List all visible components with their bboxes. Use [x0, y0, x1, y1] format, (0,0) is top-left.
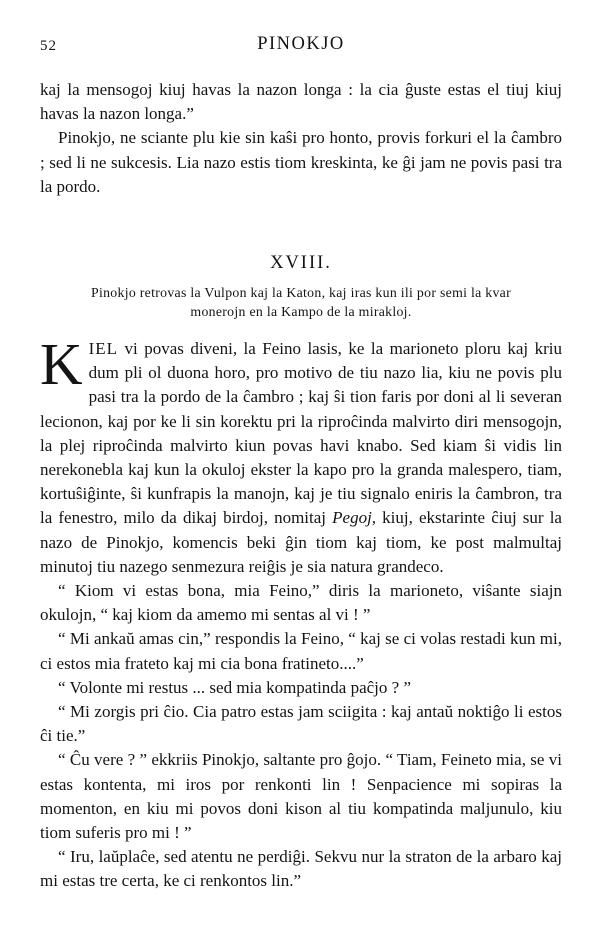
page-number: 52 — [40, 38, 57, 54]
book-page — [40, 28, 562, 894]
paragraph-text: vi povas diveni, la Feino lasis, ke la marioneto ploru kaj kriu dum pli ol duona horo, pro motivo de tiu nazo lia, kiu ne povis plu pasi tra la pordo de la ĉambro ; kaj ŝi tion faris por doni al li severan lecionon, kaj por ke li sin korektu pri la riproĉinda malvirto diri mensogojn, la plej riproĉinda malvirto kiun povas havi knabo. Sed kiam ŝi vidis lin nerekonebla kaj kun la okuloj ekster la kapo pro la granda malespero, tiam, kortuŝiĝinte, ŝi kunfrapis la manojn, kaj je tiu signalo eniris la ĉambron, tra la fenestro, milo da dikaj birdoj, nomitaj — [40, 339, 562, 528]
chapter-summary: Pinokjo retrovas la Vulpon kaj la Katon, kaj iras kun ili por semi la kvar monerojn en la Kampo de la mirakloj. — [91, 285, 511, 319]
chapter-body — [40, 331, 562, 894]
opening-word: IEL — [88, 339, 119, 359]
dialogue-paragraph: “ Mi ankaŭ amas cin,” respondis la Feino, “ kaj se ci volas restadi kun mi, ci estos mia frateto kaj mi cia bona fratineto....” — [40, 629, 562, 673]
continuation-text — [40, 78, 562, 199]
dialogue-paragraph: “ Volonte mi restus ... sed mia kompatinda paĉjo ? ” — [58, 677, 411, 697]
paragraph: kaj la mensogoj kiuj havas la nazon longa : la cia ĝuste estas el tiuj kiuj havas la nazon longa.” — [40, 80, 562, 124]
drop-cap: K — [40, 331, 83, 398]
chapter-title: XVIII. — [270, 253, 332, 274]
paragraph-text: , kiuj, ekstarinte ĉiuj sur la nazo de Pinokjo, komencis beki ĝin tiom kaj tiom, ke post malmultaj minutoj tiu nazego senmezura reiĝis je sia natura grandeco. — [40, 508, 562, 576]
opening-paragraph — [40, 331, 562, 579]
running-title: PINOKJO — [257, 34, 345, 54]
dialogue-paragraph: “ Kiom vi estas bona, mia Feino,” diris la marioneto, viŝante siajn okulojn, “ kaj kiom da amemo mi sentas al vi ! ” — [40, 581, 562, 625]
paragraph: Pinokjo, ne sciante plu kie sin kaŝi pro honto, provis forkuri el la ĉambro ; sed li ne sukcesis. Lia nazo estis tiom kreskinta, ke ĝi jam ne povis pasi tra la pordo. — [40, 128, 562, 196]
dialogue-paragraph: “ Ĉu vere ? ” ekkriis Pinokjo, saltante pro ĝojo. “ Tiam, Feineto mia, se vi estas kontenta, mi iros por renkonti lin ! Senpacience mi sopiras la momenton, en kiu mi povos doni kison al tiu kompatinda maljunulo, kiu tiom suferis pro mi ! ” — [40, 750, 562, 843]
dialogue-paragraph: “ Mi zorgis pri ĉio. Cia patro estas jam sciigita : kaj antaŭ noktiĝo li estos ĉi tie.” — [40, 702, 562, 746]
dialogue-paragraph: “ Iru, laŭplaĉe, sed atentu ne perdiĝi. Sekvu nur la straton de la arbaro kaj mi estas tre certa, ke ci renkontos lin.” — [40, 847, 562, 891]
page-header — [40, 28, 562, 56]
italic-term: Pegoj — [332, 508, 372, 528]
